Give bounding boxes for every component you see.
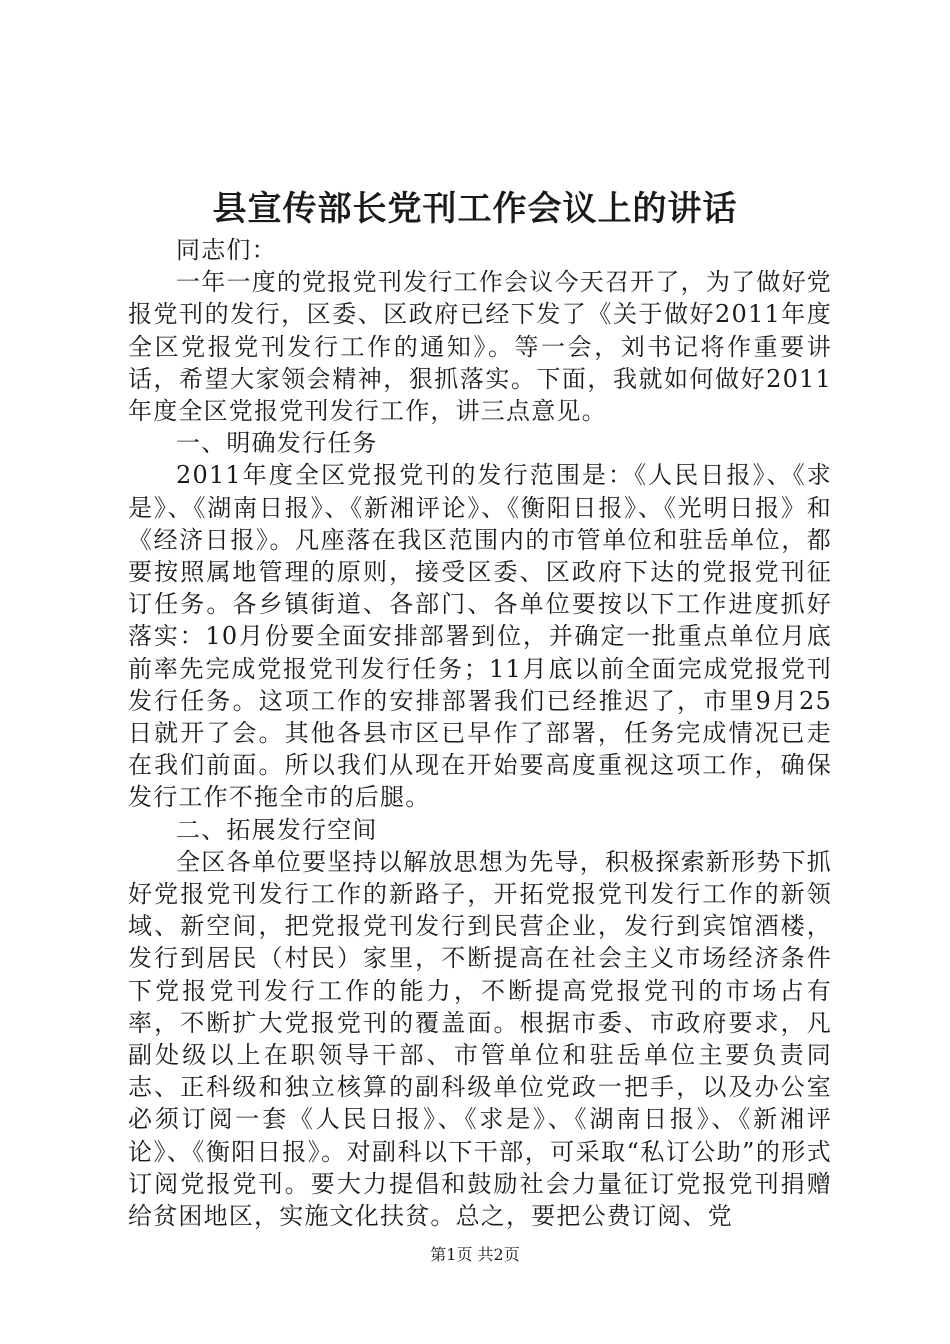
page-footer: 第1页 共2页 xyxy=(430,1245,520,1264)
section-heading-2: 二、拓展发行空间 xyxy=(176,815,378,844)
salutation: 同志们： xyxy=(176,236,277,264)
section-heading-1: 一、明确发行任务 xyxy=(176,429,378,458)
paragraph-intro: 一年一度的党报党刊发行工作会议今天召开了，为了做好党报党刊的发行，区委、区政府已经下发了《关于做好2011年度全区党报党刊发行工作的通知》。等一会，刘书记将作重要讲话，希望大家领会精神，狠抓落实。下面，我就如何做好2011年度全区党报党刊发行工作，讲三点意见。 xyxy=(128,268,832,426)
document-title: 县宣传部长党刊工作会议上的讲话 xyxy=(212,189,738,229)
document-body xyxy=(128,234,832,1232)
paragraph-section-1: 2011年度全区党报党刊的发行范围是：《人民日报》、《求是》、《湖南日报》、《新湘评论》、《衡阳日报》、《光明日报》和《经济日报》。凡座落在我区范围内的市管单位和驻岳单位，都要按照属地管理的原则，接受区委、区政府下达的党报党刊征订任务。各乡镇街道、各部门、各单位要按以下工作进度抓好落实：10月份要全面安排部署到位，并确定一批重点单位月底前率先完成党报党刊发行任务；11月底以前全面完成党报党刊发行任务。这项工作的安排部署我们已经推迟了，市里9月25日就开了会。其他各县市区已早作了部署，任务完成情况已走在我们前面。所以我们从现在开始要高度重视这项工作，确保发行工作不拖全市的后腿。 xyxy=(128,461,832,812)
paragraph-section-2: 全区各单位要坚持以解放思想为先导，积极探索新形势下抓好党报党刊发行工作的新路子，开拓党报党刊发行工作的新领域、新空间，把党报党刊发行到民营企业，发行到宾馆酒楼，发行到居民（村民）家里，不断提高在社会主义市场经济条件下党报党刊发行工作的能力，不断提高党报党刊的市场占有率，不断扩大党报党刊的覆盖面。根据市委、市政府要求，凡副处级以上在职领导干部、市管单位和驻岳单位主要负责同志、正科级和独立核算的副科级单位党政一把手，以及办公室必须订阅一套《人民日报》、《求是》、《湖南日报》、《新湘评论》、《衡阳日报》。对副科以下干部，可采取“私订公助”的形式订阅党报党刊。要大力提倡和鼓励社会力量征订党报党刊捐赠给贫困地区，实施文化扶贫。总之，要把公费订阅、党 xyxy=(128,847,832,1231)
